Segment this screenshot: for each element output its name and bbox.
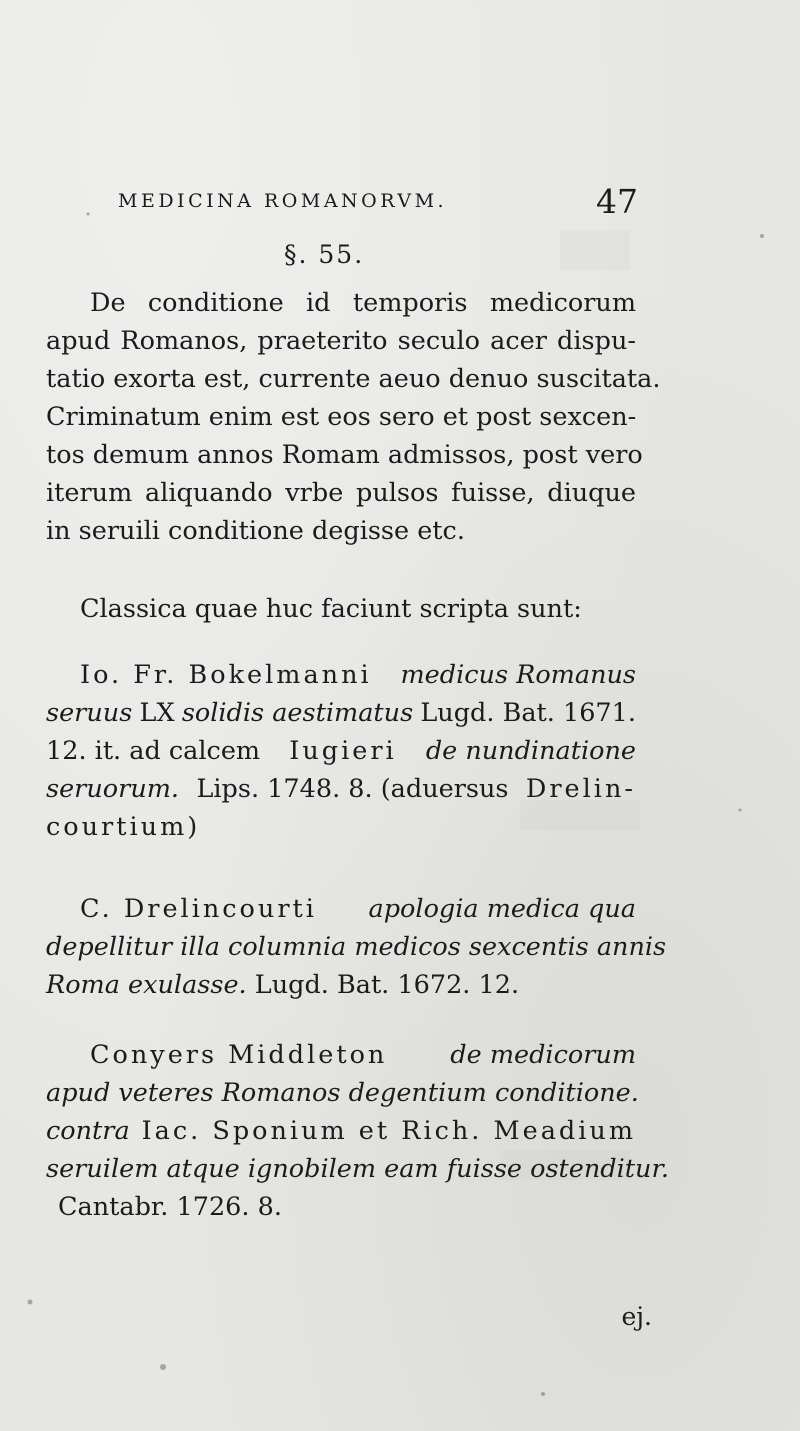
ref-author: Conyers Middleton (90, 1040, 388, 1070)
ref-text: LX (139, 698, 175, 728)
ref-persons: Iac. Sponium et Rich. Meadium (141, 1116, 636, 1146)
ref-title: depellitur illa columnia medicos sexcentis annis (46, 932, 667, 962)
running-title: MEDICINA ROMANORVM. (118, 190, 448, 212)
catchword: ej. (621, 1302, 652, 1331)
ref-author: C. Drelincourti (80, 894, 317, 924)
reference-drelincourt (46, 890, 667, 1004)
paragraph-line: iterum aliquando vrbe pulsos fuisse, diuque (46, 478, 636, 508)
paragraph-line: apud Romanos, praeterito seculo acer dispu- (46, 326, 636, 356)
ref-title: de medicorum (450, 1040, 636, 1070)
paragraph-line: in seruili conditione degisse etc. (46, 516, 465, 546)
ref-title: contra (46, 1116, 130, 1146)
paragraph-line: Criminatum enim est eos sero et post sexcen- (46, 402, 637, 432)
ref-author: courtium) (46, 812, 201, 842)
paragraph-conditione (46, 284, 661, 550)
ref-author: Io. Fr. Bokelmanni (80, 660, 372, 690)
page-number: 47 (596, 182, 638, 221)
ref-title: apud veteres Romanos degentium conditione. (46, 1078, 639, 1108)
paragraph-line: tos demum annos Romam admissos, post vero (46, 440, 643, 470)
paragraph-line: tatio exorta est, currente aeuo denuo suscitata. (46, 364, 661, 394)
ref-author: Drelin- (525, 774, 636, 804)
paragraph-classica (46, 590, 636, 628)
ref-author: Iugieri (289, 736, 397, 766)
section-heading: §. 55. (284, 240, 365, 269)
reference-middleton (46, 1036, 669, 1226)
ref-title: apologia medica qua (368, 894, 636, 924)
ref-imprint: Lips. 1748. 8. (aduersus (196, 774, 509, 804)
ref-title: medicus Romanus (400, 660, 636, 690)
page-header (118, 182, 638, 228)
ref-title: seruilem atque ignobilem eam fuisse ostenditur. (46, 1154, 669, 1184)
ref-title: Roma exulasse. (46, 970, 247, 1000)
reference-bokelmann (46, 656, 636, 846)
ref-text: 12. it. ad calcem (46, 736, 261, 766)
ref-imprint: Lugd. Bat. 1672. 12. (254, 970, 520, 1000)
ref-title: de nundinatione (425, 736, 636, 766)
paragraph-line: De conditione id temporis medicorum (90, 288, 636, 318)
ref-title: seruus (46, 698, 133, 728)
ref-imprint: Cantabr. 1726. 8. (58, 1192, 282, 1222)
ref-title: solidis aestimatus (181, 698, 414, 728)
ref-title: seruorum. (46, 774, 180, 804)
ref-imprint: Lugd. Bat. 1671. (420, 698, 636, 728)
paragraph-line: Classica quae huc faciunt scripta sunt: (80, 594, 582, 624)
